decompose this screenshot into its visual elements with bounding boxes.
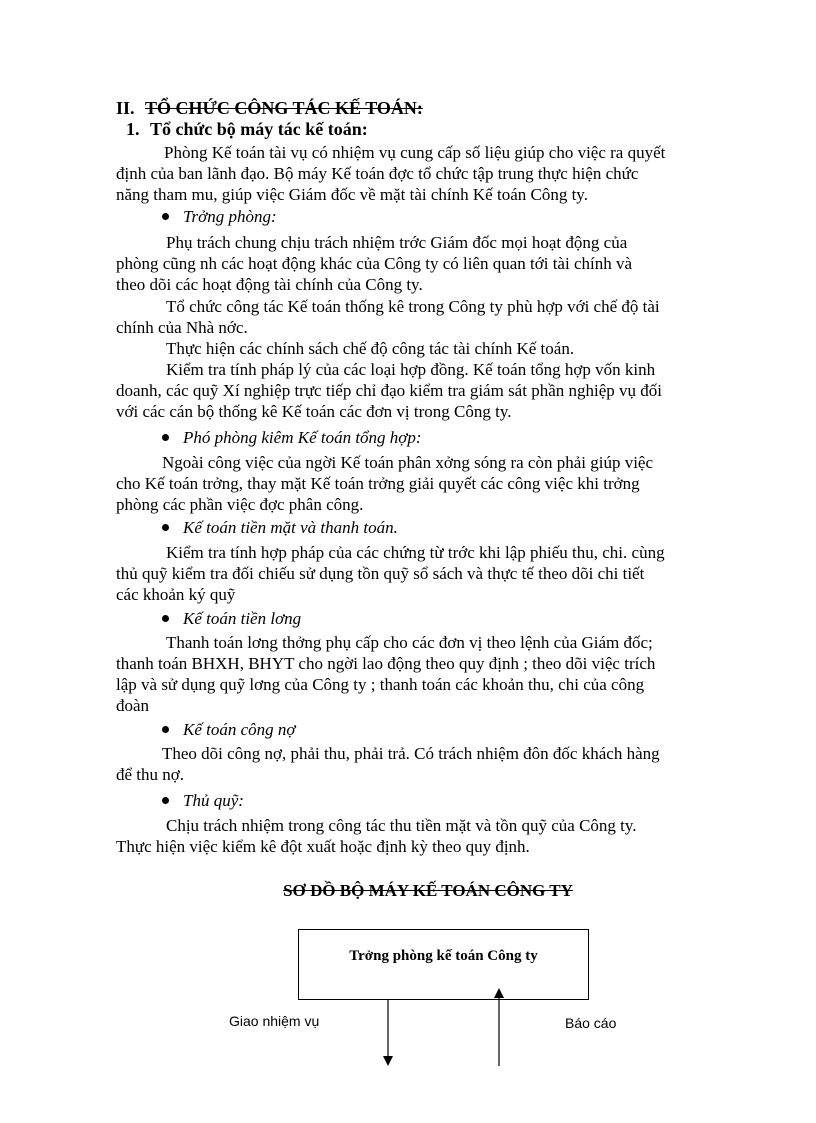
diagram-left-label: Giao nhiệm vụ [229,1013,320,1029]
intro-paragraph: Phòng Kế toán tài vụ có nhiệm vụ cung cấp số liệu giúp cho việc ra quyết định của ban lãnh đạo. Bộ máy Kế toán đợc tổ chức tập trung thực hiện chức năng tham mu, giúp việc Giám đốc về mặt tài chính Kế toán Công ty. [116,143,666,204]
section-number: II. [116,98,135,118]
down-arrow-icon [383,1056,393,1066]
role-paragraph: Thực hiện các chính sách chế độ công tác tài chính Kế toán. [166,339,575,358]
role-heading-cong-no: Kế toán công nợ [162,720,295,740]
section-title: TỔ CHỨC CÔNG TÁC KẾ TOÁN: [145,98,423,118]
role-paragraph: Tổ chức công tác Kế toán thống kê trong Công ty phù hợp với chế độ tài chính của Nhà nớc. [116,297,660,337]
role-paragraph: Phụ trách chung chịu trách nhiệm trớc Giám đốc mọi hoạt động của phòng cũng nh các hoạt động khác của Công ty có liên quan tới tài chính và theo dõi các hoạt động tài chính của Công ty. [116,233,633,294]
role-heading-pho-phong: Phó phòng kiêm Kế toán tổng hợp: [162,428,422,448]
subsection-number: 1. [126,119,140,139]
diagram-right-label: Báo cáo [565,1015,617,1031]
role-paragraph: Theo dõi công nợ, phải thu, phải trả. Có trách nhiệm đôn đốc khách hàng để thu nợ. [116,744,660,784]
role-paragraph: Ngoài công việc của ngời Kế toán phân xởng sóng ra còn phải giúp việc cho Kế toán trởng, thay mặt Kế toán trởng giải quyết các công việc khi trởng phòng các phần việc đợc phân công. [116,453,654,514]
diagram-box-label: Trởng phòng kế toán Công ty [349,948,538,964]
role-heading-thu-quy: Thủ quỹ: [162,791,244,811]
role-paragraph: Kiểm tra tính pháp lý của các loại hợp đồng. Kế toán tổng hợp vốn kinh doanh, các quỹ Xí nghiệp trực tiếp chỉ đạo kiểm tra giám sát phần nghiệp vụ đối với các cán bộ thống kê Kế toán các đơn vị trong Công ty. [116,360,662,421]
role-paragraph: Chịu trách nhiệm trong công tác thu tiền mặt và tồn quỹ của Công ty. Thực hiện việc kiểm kê đột xuất hoặc định kỳ theo quy định. [116,816,637,856]
role-heading-truong-phong: Trởng phòng: [162,207,277,227]
diagram-title: SƠ ĐỒ BỘ MÁY KẾ TOÁN CÔNG TY [283,881,573,900]
up-arrow-icon [494,988,504,998]
role-paragraph: Kiểm tra tính hợp pháp của các chứng từ trớc khi lập phiếu thu, chi. cùng thủ quỹ kiểm tra đối chiếu sử dụng tồn quỹ sổ sách và thực tế theo dõi chi tiết các khoản ký quỹ [116,543,665,604]
subsection-title: Tổ chức bộ máy tác kế toán: [150,119,368,139]
role-heading-tien-luong: Kế toán tiền lơng [162,609,301,629]
role-heading-tien-mat: Kế toán tiền mặt và thanh toán. [162,518,398,538]
role-paragraph: Thanh toán lơng thởng phụ cấp cho các đơn vị theo lệnh của Giám đốc; thanh toán BHXH, BHYT cho ngời lao động theo quy định ; theo dõi việc trích lập và sử dụng quỹ lơng của Công ty ; thanh toán các khoản thu, chi của công đoàn [116,633,656,715]
